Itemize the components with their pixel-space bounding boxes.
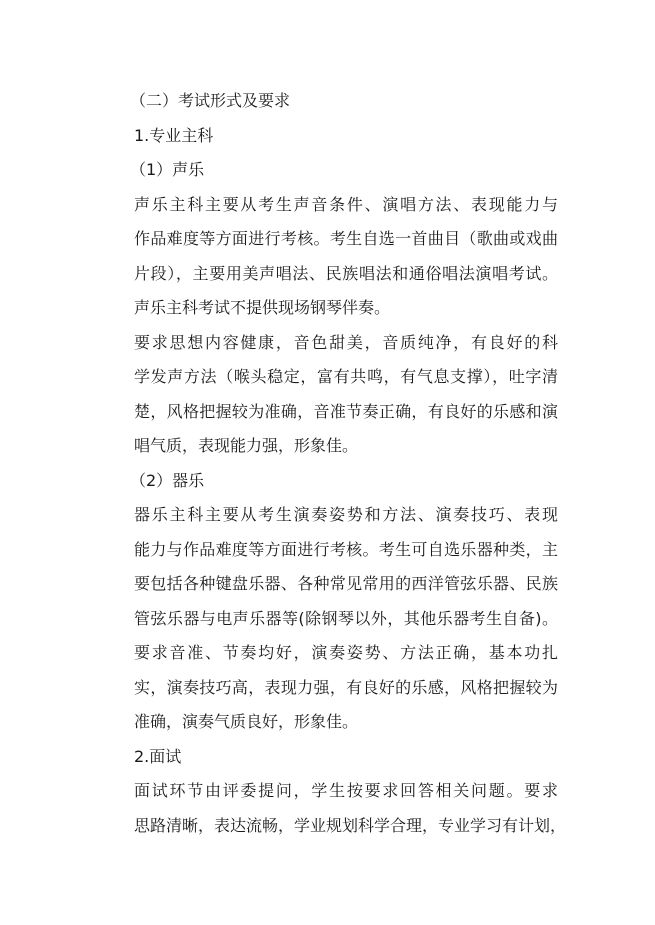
paragraph-line: 管弦乐器与电声乐器等(除钢琴以外，其他乐器考生自备)。 — [134, 608, 558, 628]
sub1-heading: （1）声乐 — [130, 160, 205, 179]
paragraph-line: 实，演奏技巧高，表现力强，有良好的乐感，风格把握较为 — [134, 677, 558, 697]
paragraph-line: 声乐主科主要从考生声音条件、演唱方法、表现能力与 — [134, 194, 558, 214]
sub1-paragraph-1 — [102, 188, 558, 326]
sub2-paragraph-2 — [102, 636, 558, 740]
sub1-paragraph-2 — [102, 326, 558, 464]
paragraph-line: 楚，风格把握较为准确，音准节奏正确，有良好的乐感和演 — [134, 401, 558, 421]
paragraph-line: 要求音准、节奏均好，演奏姿势、方法正确，基本功扎 — [134, 643, 558, 662]
section-heading: （二）考试形式及要求 — [130, 91, 291, 110]
item2-heading: 2.面试 — [134, 746, 182, 766]
item1-heading: 1.专业主科 — [134, 125, 214, 145]
sub2-heading: （2）器乐 — [130, 470, 205, 490]
paragraph-line: 准确，演奏气质良好，形象佳。 — [134, 712, 359, 731]
paragraph-line: 思路清晰，表达流畅，学业规划科学合理，专业学习有计划， — [134, 815, 567, 835]
paragraph-line: 面试环节由评委提问，学生按要求回答相关问题。要求 — [134, 781, 558, 800]
paragraph-line: 要包括各种键盘乐器、各种常见常用的西洋管弦乐器、民族 — [134, 574, 558, 593]
sub2-paragraph-1 — [102, 498, 558, 636]
paragraph-line: 片段），主要用美声唱法、民族唱法和通俗唱法演唱考试。 — [134, 263, 558, 283]
paragraph-line: 要求思想内容健康，音色甜美，音质纯净，有良好的科 — [134, 332, 558, 352]
item2-paragraph-1 — [102, 774, 567, 843]
paragraph-line: 能力与作品难度等方面进行考核。考生可自选乐器种类，主 — [134, 539, 558, 559]
paragraph-line: 声乐主科考试不提供现场钢琴伴奏。 — [134, 298, 391, 317]
paragraph-line: 唱气质，表现能力强，形象佳。 — [134, 436, 359, 455]
document-body — [102, 84, 567, 843]
paragraph-line: 器乐主科主要从考生演奏姿势和方法、演奏技巧、表现 — [134, 505, 558, 524]
paragraph-line: 作品难度等方面进行考核。考生自选一首曲目（歌曲或戏曲 — [134, 229, 558, 248]
paragraph-line: 学发声方法（喉头稳定，富有共鸣，有气息支撑），吐字清 — [134, 367, 558, 386]
